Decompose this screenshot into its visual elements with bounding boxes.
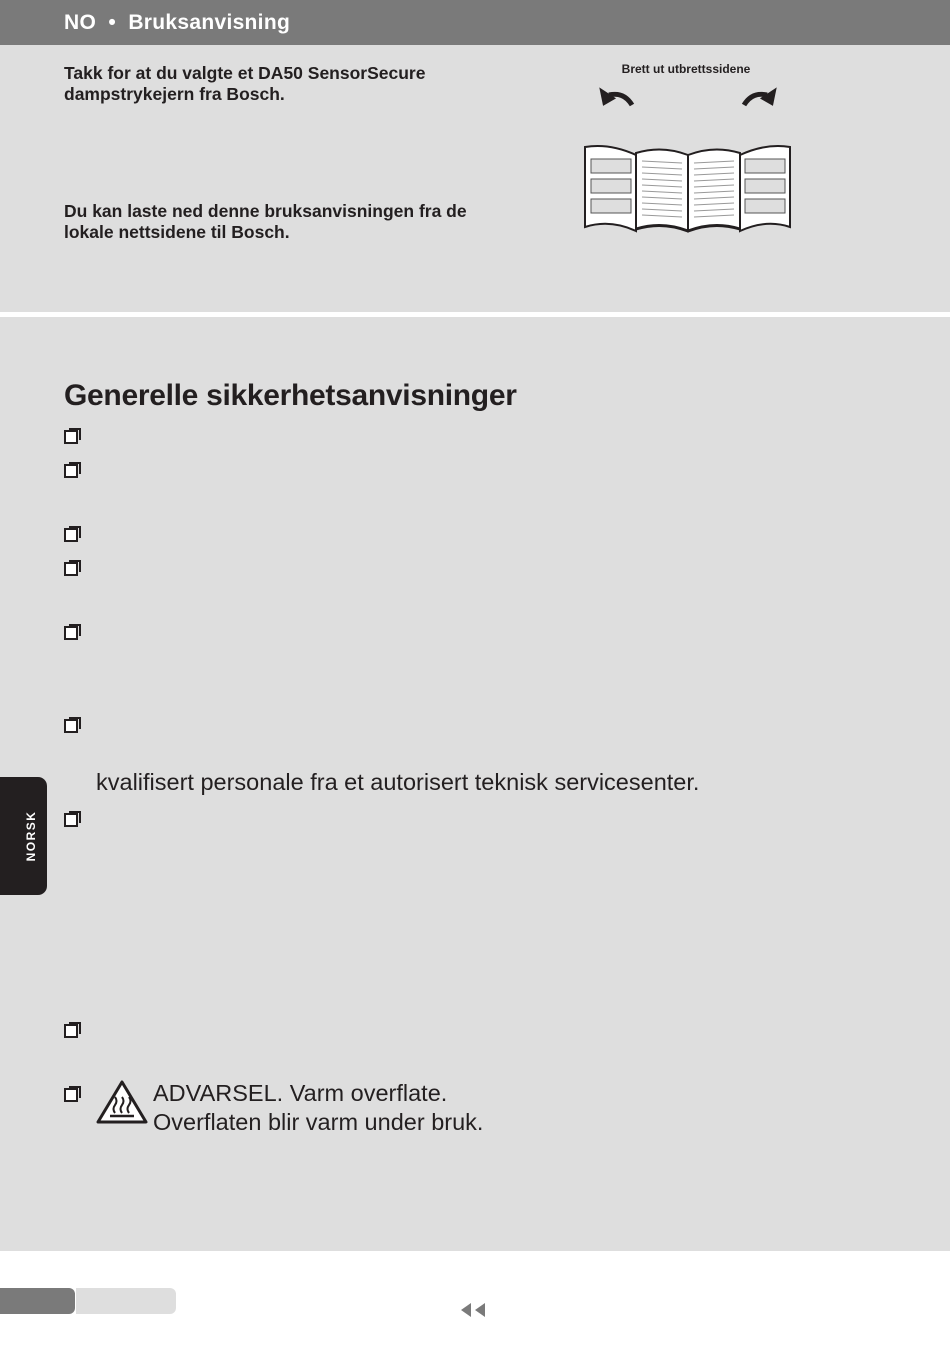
warning-line-2: Overflaten blir varm under bruk. bbox=[153, 1109, 484, 1135]
footer-bar-dark bbox=[0, 1288, 75, 1314]
checkbox-square-icon bbox=[64, 810, 82, 830]
checkbox-square-icon bbox=[64, 427, 82, 447]
figure-caption: Brett ut utbrettssidene bbox=[621, 62, 751, 76]
footer-bar-light bbox=[76, 1288, 176, 1314]
checkbox-square-icon bbox=[64, 1085, 82, 1105]
checkbox-square-icon bbox=[64, 1021, 82, 1041]
warning-line-1: ADVARSEL. Varm overflate. bbox=[153, 1080, 448, 1106]
hot-surface-warning bbox=[153, 1079, 483, 1137]
checkbox-square-icon bbox=[64, 525, 82, 545]
hot-surface-warning-icon bbox=[96, 1079, 148, 1125]
fold-out-pages-book-icon bbox=[582, 81, 794, 233]
language-code: NO bbox=[64, 11, 97, 34]
checkbox-square-icon bbox=[64, 559, 82, 579]
header-bar bbox=[0, 0, 950, 45]
checkbox-square-icon bbox=[64, 623, 82, 643]
thanks-text: Takk for at du valgte et DA50 SensorSecure dampstrykejern fra Bosch. bbox=[64, 63, 426, 104]
side-tab-label: NORSK bbox=[24, 810, 38, 862]
service-text: kvalifisert personale fra et autorisert teknisk servicesenter. bbox=[96, 769, 700, 795]
manual-title: Bruksanvisning bbox=[128, 11, 291, 34]
header-separator: • bbox=[108, 11, 117, 34]
double-chevron-left-icon[interactable] bbox=[460, 1302, 488, 1318]
checkbox-square-icon bbox=[64, 461, 82, 481]
checkbox-square-icon bbox=[64, 716, 82, 736]
section-title: Generelle sikkerhetsanvisninger bbox=[64, 379, 517, 412]
download-text: Du kan laste ned denne bruksanvisningen fra de lokale nettsidene til Bosch. bbox=[64, 201, 467, 242]
header-title bbox=[64, 11, 290, 35]
safety-section bbox=[0, 317, 950, 1251]
intro-panel bbox=[0, 45, 950, 312]
